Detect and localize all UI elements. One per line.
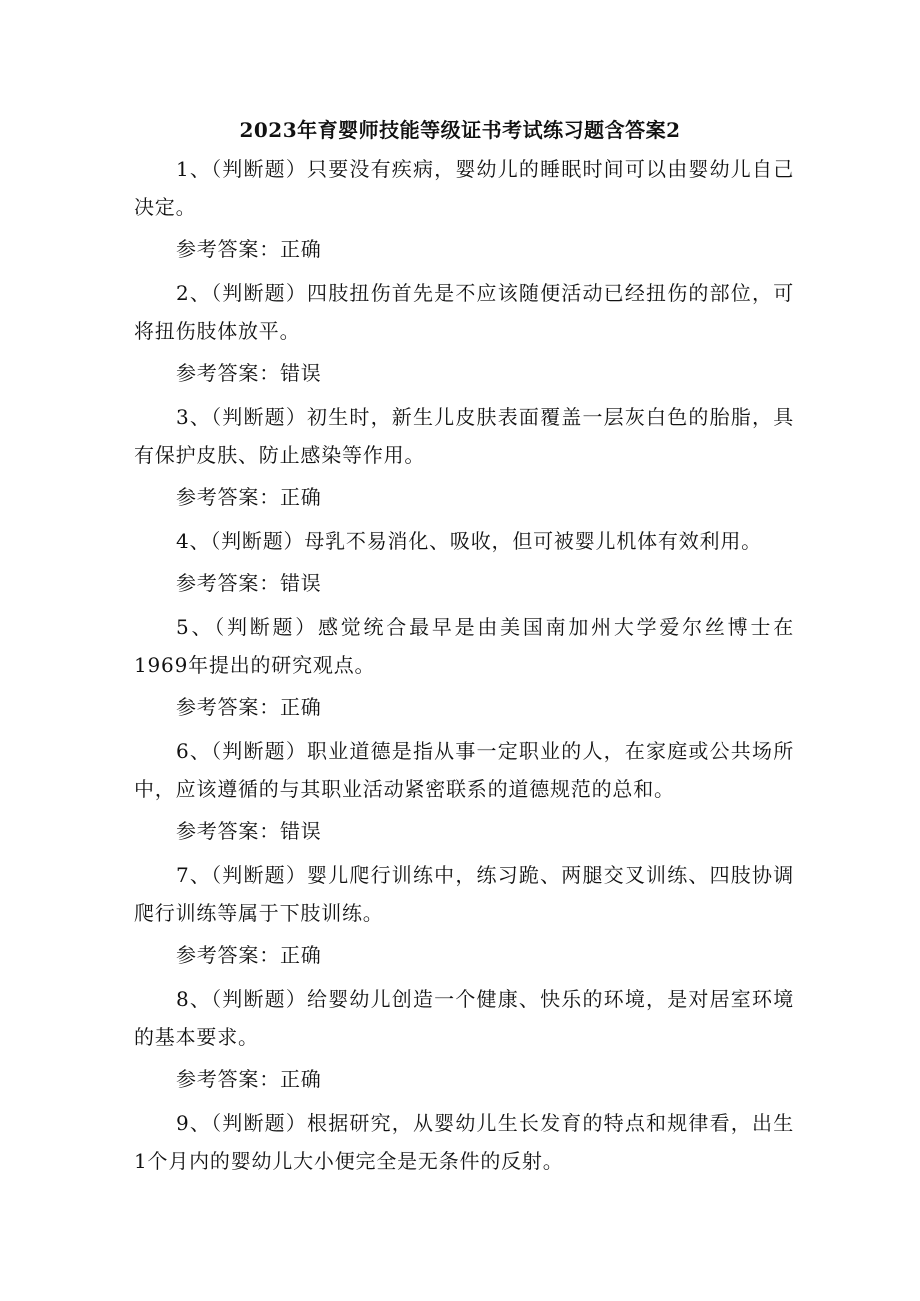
- answer-8: 参考答案：正确: [176, 1067, 322, 1091]
- answer-4: 参考答案：错误: [176, 571, 322, 595]
- question-9: 9、（判断题）根据研究，从婴幼儿生长发育的特点和规律看，出生1个月内的婴幼儿大小便完全是无条件的反射。: [134, 1111, 794, 1173]
- question-4: 4、（判断题）母乳不易消化、吸收，但可被婴儿机体有效利用。: [176, 529, 762, 553]
- question-2: 2、（判断题）四肢扭伤首先是不应该随便活动已经扭伤的部位，可将扭伤肢体放平。: [134, 281, 794, 343]
- answer-2: 参考答案：错误: [176, 361, 322, 385]
- document-title: 2023年育婴师技能等级证书考试练习题含答案2: [239, 118, 681, 142]
- question-7: 7、（判断题）婴儿爬行训练中，练习跪、两腿交叉训练、四肢协调爬行训练等属于下肢训练。: [134, 863, 794, 925]
- question-8: 8、（判断题）给婴幼儿创造一个健康、快乐的环境，是对居室环境的基本要求。: [134, 987, 794, 1049]
- question-list: [134, 150, 794, 1180]
- answer-6: 参考答案：错误: [176, 819, 322, 843]
- question-1: 1、（判断题）只要没有疾病，婴幼儿的睡眠时间可以由婴幼儿自己决定。: [134, 157, 794, 219]
- answer-1: 参考答案：正确: [176, 237, 322, 261]
- answer-3: 参考答案：正确: [176, 485, 322, 509]
- question-3: 3、（判断题）初生时，新生儿皮肤表面覆盖一层灰白色的胎脂，具有保护皮肤、防止感染等作用。: [134, 405, 794, 467]
- answer-5: 参考答案：正确: [176, 695, 322, 719]
- question-6: 6、（判断题）职业道德是指从事一定职业的人，在家庭或公共场所中，应该遵循的与其职业活动紧密联系的道德规范的总和。: [134, 739, 794, 801]
- question-5: 5、（判断题）感觉统合最早是由美国南加州大学爱尔丝博士在1969年提出的研究观点。: [134, 615, 794, 677]
- answer-7: 参考答案：正确: [176, 943, 322, 967]
